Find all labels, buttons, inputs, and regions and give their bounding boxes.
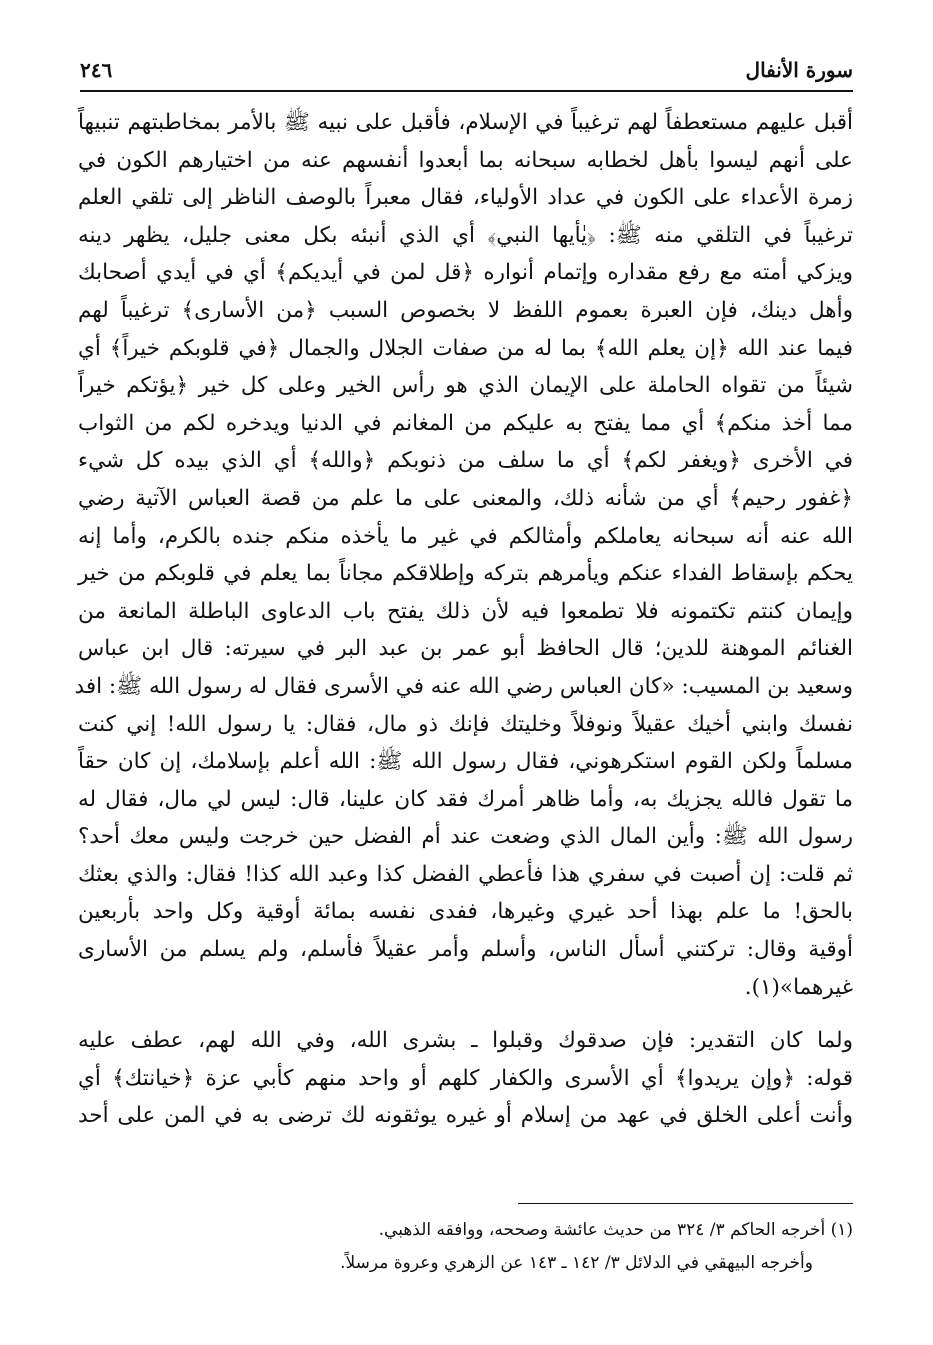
text-line: ﴿غفور رحيم﴾ أي من شأنه ذلك، والمعنى على ما علم من قصة العباس الآتية رضي <box>78 485 853 511</box>
text-line: غيرهما»(١). <box>744 974 853 1000</box>
header-divider <box>80 90 853 92</box>
text-line: قوله: ﴿وإن يريدوا﴾ أي الأسرى والكفار كلهم أو واحد منهم كأبي عزة ﴿خيانتك﴾ أي <box>78 1065 853 1091</box>
text-line: نفسك وابني أخيك عقيلاً ونوفلاً وخليتك فإنك ذو مال، فقال: يا رسول الله! إني كنت <box>78 711 853 737</box>
text-line: رسول الله ﷺ: وأين المال الذي وضعت عند أم الفضل حين خرجت وليس معك أحد؟ <box>78 824 853 850</box>
text-line: فيما عند الله ﴿إن يعلم الله﴾ بما له من صفات الجلال والجمال ﴿في قلوبكم خيراً﴾ أي <box>78 335 853 361</box>
text-line: ولما كان التقدير: فإن صدقوك وقبلوا ـ بشرى الله، وفي الله لهم، عطف عليه <box>78 1028 853 1054</box>
text-line: بالحق! ما علم بهذا أحد غيري وغيرها، ففدى نفسه بمائة أوقية وكل واحد بأربعين <box>78 899 853 925</box>
text-line: ترغيباً في التلقي منه ﷺ: ﴿يٰأيها النبي﴾ أي الذي أنبئه بكل معنى جليل، يظهر دينه <box>78 222 853 248</box>
text-line: على أنهم ليسوا بأهل لخطابه سبحانه بما أبعدوا أنفسهم عنه من اختيارهم الكون في <box>78 147 853 173</box>
text-line: مسلماً ولكن القوم استكرهوني، فقال رسول الله ﷺ: الله أعلم بإسلامك، إن كان حقاً <box>78 749 853 775</box>
text-line: مما أخذ منكم﴾ أي مما يفتح به عليكم من المغانم في الدنيا ويدخره لكم من الثواب <box>78 410 853 436</box>
text-line: وأنت أعلى الخلق في عهد من إسلام أو غيره يوثقونه لك ترضى به في المن على أحد <box>78 1103 853 1129</box>
text-line: ما تقول فالله يجزيك به، وأما ظاهر أمرك فقد كان علينا، قال: ليس لي مال، فقال له <box>78 786 853 812</box>
text-line: زمرة الأعداء على الكون في عداد الأولياء، فقال معبراً بالوصف الناظر إلى تلقي العلم <box>78 185 853 211</box>
text-line: وأهل دينك، فإن العبرة بعموم اللفظ لا بخصوص السبب ﴿من الأسارى﴾ ترغيباً لهم <box>78 297 853 323</box>
page-header <box>80 58 853 82</box>
text-line: شيئاً من تقواه الحاملة على الإيمان الذي هو رأس الخير وعلى كل خير ﴿يؤتكم خيراً <box>78 373 853 399</box>
footnote-line: وأخرجه البيهقي في الدلائل ٣/ ١٤٢ ـ ١٤٣ عن الزهري وعروة مرسلاً. <box>340 1253 813 1273</box>
footnote-divider <box>518 1203 853 1204</box>
text-line: وسعيد بن المسيب: «كان العباس رضي الله عنه في الأسرى فقال له رسول الله ﷺ: افد <box>74 673 853 699</box>
text-line: أوقية وقال: تركتني أسأل الناس، وأسلم وأمر عقيلاً فأسلم، ولم يسلم من الأسارى <box>78 937 853 963</box>
footnote-line: (١) أخرجه الحاكم ٣/ ٣٢٤ من حديث عائشة وصححه، ووافقه الذهبي. <box>378 1220 853 1240</box>
text-line: أقبل عليهم مستعطفاً لهم ترغيباً في الإسلام، فأقبل على نبيه ﷺ بالأمر بمخاطبتهم تنبيهاً <box>78 110 853 135</box>
text-line: ثم قلت: إن أصبت في سفري هذا فأعطي الفضل كذا وعبد الله كذا! فقال: والذي بعثك <box>78 861 853 887</box>
page-number: ٢٤٦ <box>80 58 113 82</box>
main-text <box>74 104 853 1135</box>
text-line: الله عنه أنه سبحانه يعاملكم وأمثالكم في غير ما يأخذه منكم جنده بالكرم، وأما إنه <box>78 523 853 549</box>
footnotes <box>80 1214 853 1280</box>
text-line: وإيمان كنتم تكتمونه فلا تطمعوا فيه لأن ذلك يفتح باب الدعاوى الباطلة المانعة من <box>78 598 853 624</box>
paragraph-1 <box>74 104 853 1006</box>
paragraph-2 <box>78 1022 853 1135</box>
text-line: الغنائم الموهنة للدين؛ قال الحافظ أبو عمر بن عبد البر في سيرته: قال ابن عباس <box>78 636 853 662</box>
text-line: في الأخرى ﴿ويغفر لكم﴾ أي ما سلف من ذنوبكم ﴿والله﴾ أي الذي بيده كل شيء <box>78 448 853 474</box>
surah-title: سورة الأنفال <box>745 58 853 82</box>
text-line: يحكم بإسقاط الفداء عنكم ويأمرهم بتركه وإطلاقكم مجاناً بما يعلم في قلوبكم من خير <box>78 561 853 587</box>
text-line: ويزكي أمته مع رفع مقداره وإتمام أنواره ﴿قل لمن في أيديكم﴾ أي في أيدي أصحابك <box>78 260 853 286</box>
